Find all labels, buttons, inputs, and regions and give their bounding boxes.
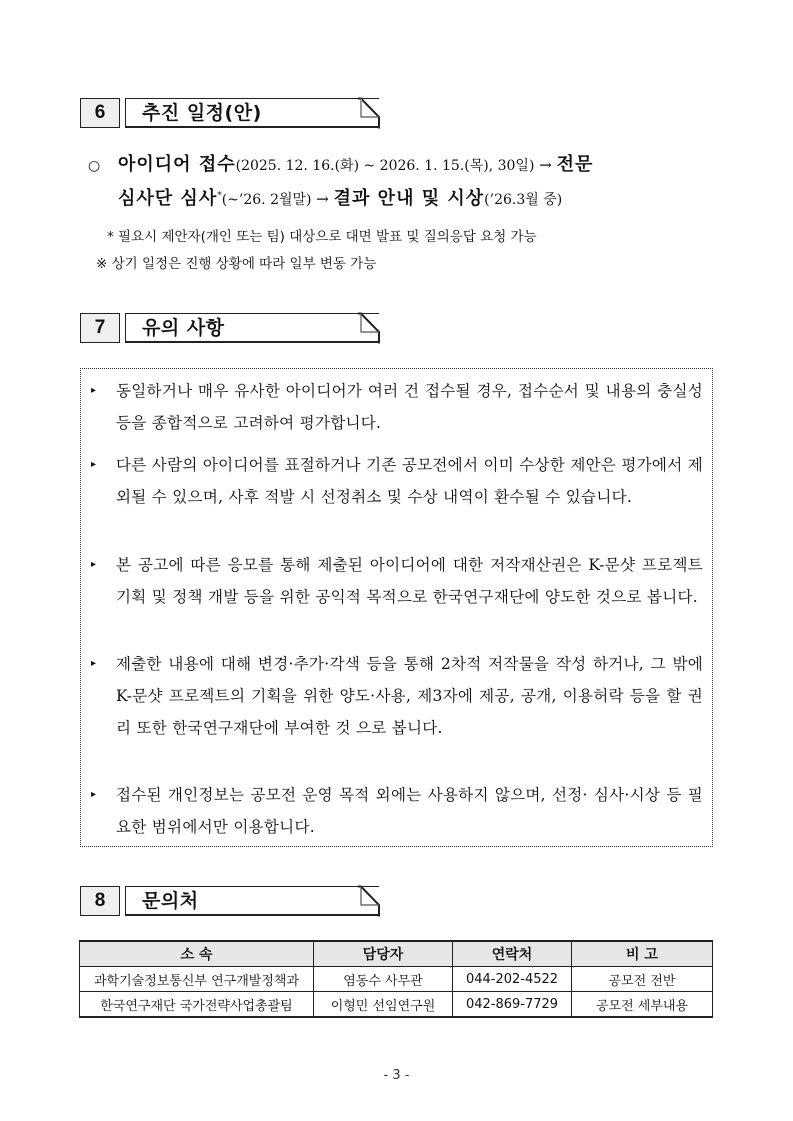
footnote-text: * 필요시 제안자(개인 또는 팀) 대상으로 대면 발표 및 질의응답 요청 가능 xyxy=(107,229,537,245)
schedule-line-1 xyxy=(88,150,720,181)
review-period: (~’26. 2월말) xyxy=(221,192,312,208)
notice-text: 본 공고에 따른 응모를 통해 제출된 아이디어에 대한 저작재산권은 K-문샷 프로젝트 기획 및 정책 개발 등을 위한 공익적 목적으로 한국연구재단에 양도한 것으로 봅니다. xyxy=(116,556,703,606)
schedule-line-2 xyxy=(88,181,720,215)
circle-bullet-icon: ○ xyxy=(88,158,101,174)
footnote-mark: * xyxy=(217,191,222,201)
folded-corner-icon xyxy=(358,312,382,345)
triangle-bullet-icon: ▸ xyxy=(91,459,97,470)
step-results-award: 결과 안내 및 시상 xyxy=(333,188,485,209)
section-number: 6 xyxy=(80,98,120,128)
notice-text: 다른 사람의 아이디어를 표절하거나 기존 공모전에서 이미 수상한 제안은 평가에서 제외될 수 있으며, 사후 적발 시 선정취소 및 수상 내역이 환수될 수 있습니다. xyxy=(116,456,703,506)
contact-table xyxy=(79,940,713,1018)
cell-contact-person: 염동수 사무관 xyxy=(314,967,453,992)
section-number: 7 xyxy=(80,313,120,343)
arrow-icon: → xyxy=(539,156,552,174)
column-header-contact-person: 담당자 xyxy=(314,941,453,967)
section-title: 문의처 xyxy=(142,890,199,912)
cell-remarks: 공모전 전반 xyxy=(572,967,713,992)
schedule-change-notice: ※ 상기 일정은 진행 상황에 따라 일부 변동 가능 xyxy=(96,256,377,272)
section-title-box xyxy=(125,886,379,916)
arrow-icon: → xyxy=(316,190,329,208)
step-expert-review-a: 전문 xyxy=(556,154,594,175)
page-number: - 3 - xyxy=(383,1068,410,1083)
notice-box xyxy=(80,368,713,847)
triangle-bullet-icon: ▸ xyxy=(91,385,97,396)
section-title-box xyxy=(125,98,379,128)
triangle-bullet-icon: ▸ xyxy=(91,559,97,570)
folded-corner-icon xyxy=(358,97,382,130)
cell-affiliation: 한국연구재단 국가전략사업총괄팀 xyxy=(80,992,314,1018)
notice-text: 동일하거나 매우 유사한 아이디어가 여러 건 접수될 경우, 접수순서 및 내용의 충실성 등을 종합적으로 고려하여 평가합니다. xyxy=(116,382,703,432)
cell-contact-person: 이형민 선임연구원 xyxy=(314,992,453,1018)
notice-item xyxy=(91,779,703,843)
triangle-bullet-icon: ▸ xyxy=(91,658,97,669)
schedule-line xyxy=(88,150,720,215)
submission-period: (2025. 12. 16.(화) ~ 2026. 1. 15.(목), 30일) xyxy=(235,158,535,174)
cell-affiliation: 과학기술정보통신부 연구개발정책과 xyxy=(80,967,314,992)
column-header-affiliation: 소 속 xyxy=(80,941,314,967)
section-header-6 xyxy=(80,98,379,130)
section-title-box xyxy=(125,313,379,343)
section-title: 유의 사항 xyxy=(142,317,225,339)
section-number: 8 xyxy=(80,886,120,916)
award-period: (’26.3월 중) xyxy=(484,192,563,208)
column-header-phone: 연락처 xyxy=(453,941,572,967)
notice-item xyxy=(91,449,703,513)
section-title: 추진 일정(안) xyxy=(142,102,262,124)
step-expert-review-b: 심사단 심사 xyxy=(118,188,218,209)
notice-text: 접수된 개인정보는 공모전 운영 목적 외에는 사용하지 않으며, 선정· 심사·시상 등 필요한 범위에서만 이용합니다. xyxy=(116,786,703,836)
table-row xyxy=(80,992,713,1018)
section-header-7 xyxy=(80,313,379,345)
cell-phone: 042-869-7729 xyxy=(453,992,572,1018)
notice-item xyxy=(91,549,703,613)
notice-item xyxy=(91,648,703,744)
step-idea-submission: 아이디어 접수 xyxy=(118,154,236,175)
table-row xyxy=(80,967,713,992)
column-header-remarks: 비 고 xyxy=(572,941,713,967)
notice-item xyxy=(91,375,703,439)
table-header-row xyxy=(80,941,713,967)
cell-phone: 044-202-4522 xyxy=(453,967,572,992)
triangle-bullet-icon: ▸ xyxy=(91,789,97,800)
section-header-8 xyxy=(80,886,379,918)
folded-corner-icon xyxy=(358,885,382,918)
notice-text: 제출한 내용에 대해 변경·추가·각색 등을 통해 2차적 저작물을 작성 하거나, 그 밖에 K-문샷 프로젝트의 기획을 위한 양도·사용, 제3자에 제공, 공개, 이용허락 등을 할 권리 또한 한국연구재단에 부여한 것 으로 봅니다. xyxy=(116,655,703,737)
cell-remarks: 공모전 세부내용 xyxy=(572,992,713,1018)
